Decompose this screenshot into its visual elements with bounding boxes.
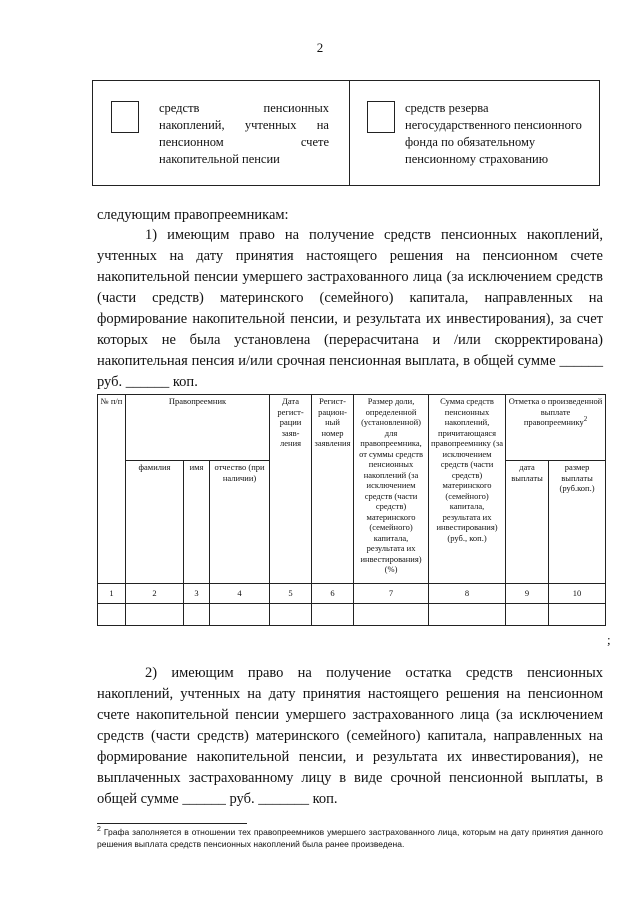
header-pay-date: дата выплаты xyxy=(506,461,549,584)
table-cell[interactable] xyxy=(184,604,210,626)
header-payment-mark xyxy=(506,395,606,461)
header-pay-amount: размер выплаты (руб.коп.) xyxy=(549,461,606,584)
column-number: 1 xyxy=(98,584,126,604)
npf-reserve-checkbox[interactable] xyxy=(367,101,395,133)
table-cell[interactable] xyxy=(429,604,506,626)
column-number: 9 xyxy=(506,584,549,604)
paragraph-2: 2) имеющим право на получение остатка средств пенсионных накоплений, учтенных на дату принятия настоящего решения на пенсионном счете накопительной пенсии умершего застрахованного лица (за исключением средств (части средств) материнского (семейного) капитала, направленных на формирование накопительной пенсии, и результата их инвестирования), не выплаченных застрахованному лицу в виде срочной пенсионной выплаты, в общей сумме ______ руб. _______ коп. xyxy=(97,665,603,807)
header-surname: фамилия xyxy=(126,461,184,584)
pension-account-checkbox[interactable] xyxy=(111,101,139,133)
table-cell[interactable] xyxy=(126,604,184,626)
heirs-intro: следующим правопреемникам: xyxy=(97,207,289,223)
column-number: 3 xyxy=(184,584,210,604)
column-number: 2 xyxy=(126,584,184,604)
footnote-separator xyxy=(97,823,247,824)
paragraph-1: 1) имеющим право на получение средств пенсионных накоплений, учтенных на дату принятия настоящего решения на пенсионном счете накопительной пенсии умершего застрахованного лица (за исключением средств (части средств) материнского (семейного) капитала, направленных на формирование накопительной пенсии, и результата их инвестирования), за счет которых не была установлена (перерасчитана и /или скорректирована) накопительная пенсия и/или срочная пенсионная выплата, в общей сумме ______ руб. ______ коп. xyxy=(97,227,603,390)
header-heir: Правопреемник xyxy=(126,395,270,461)
header-num: № п/п xyxy=(98,395,126,584)
page-number: 2 xyxy=(316,40,324,55)
footnote xyxy=(97,826,603,850)
column-number: 10 xyxy=(549,584,606,604)
choice-divider xyxy=(349,81,350,185)
header-patronymic: отчество (при наличии) xyxy=(210,461,270,584)
header-regnum: Регист-рацион-ный номер заявления xyxy=(312,395,354,584)
footnote-marker: 2 xyxy=(97,826,101,834)
column-number: 5 xyxy=(270,584,312,604)
header-share: Размер доли, определенной (установленной) для правопреемника, от суммы средств пенсионных накоплений (за исключением средств (части средств) материнского (семейного) капитала, результата их инвестирования) (%) xyxy=(354,395,429,584)
fund-source-choice xyxy=(92,80,600,186)
npf-reserve-option-label: средств резерва негосударственного пенсионного фонда по обязательному пенсионному страхованию xyxy=(405,101,582,166)
footnote-text: Графа заполняется в отношении тех правопреемников умершего застрахованного лица, которым на дату принятия данного решения выплата средств пенсионных накоплений была ранее произведена. xyxy=(97,827,603,849)
header-date: Дата регист-рации заяв-ления xyxy=(270,395,312,584)
column-number: 6 xyxy=(312,584,354,604)
table-cell[interactable] xyxy=(354,604,429,626)
heirs-table xyxy=(97,394,606,626)
footnote-ref: 2 xyxy=(583,415,588,424)
table-cell[interactable] xyxy=(312,604,354,626)
pension-account-option-label: средств пенсионных накоплений, учтенных на пенсионном счете накопительной пенсии xyxy=(159,101,329,166)
header-payment-mark-text: Отметка о произведенной выплате правопреемнику xyxy=(508,396,603,427)
table-cell[interactable] xyxy=(210,604,270,626)
table-cell[interactable] xyxy=(549,604,606,626)
table-cell[interactable] xyxy=(270,604,312,626)
table-cell[interactable] xyxy=(98,604,126,626)
header-sum: Сумма средств пенсионных накоплений, причитающаяся правопреемнику (за исключением средств (части средств) материнского (семейного) капитала, результата их инвестирования) (руб., коп.) xyxy=(429,395,506,584)
table-end-punctuation: ; xyxy=(607,632,611,647)
column-number: 7 xyxy=(354,584,429,604)
column-number: 8 xyxy=(429,584,506,604)
table-cell[interactable] xyxy=(506,604,549,626)
column-number: 4 xyxy=(210,584,270,604)
header-name: имя xyxy=(184,461,210,584)
